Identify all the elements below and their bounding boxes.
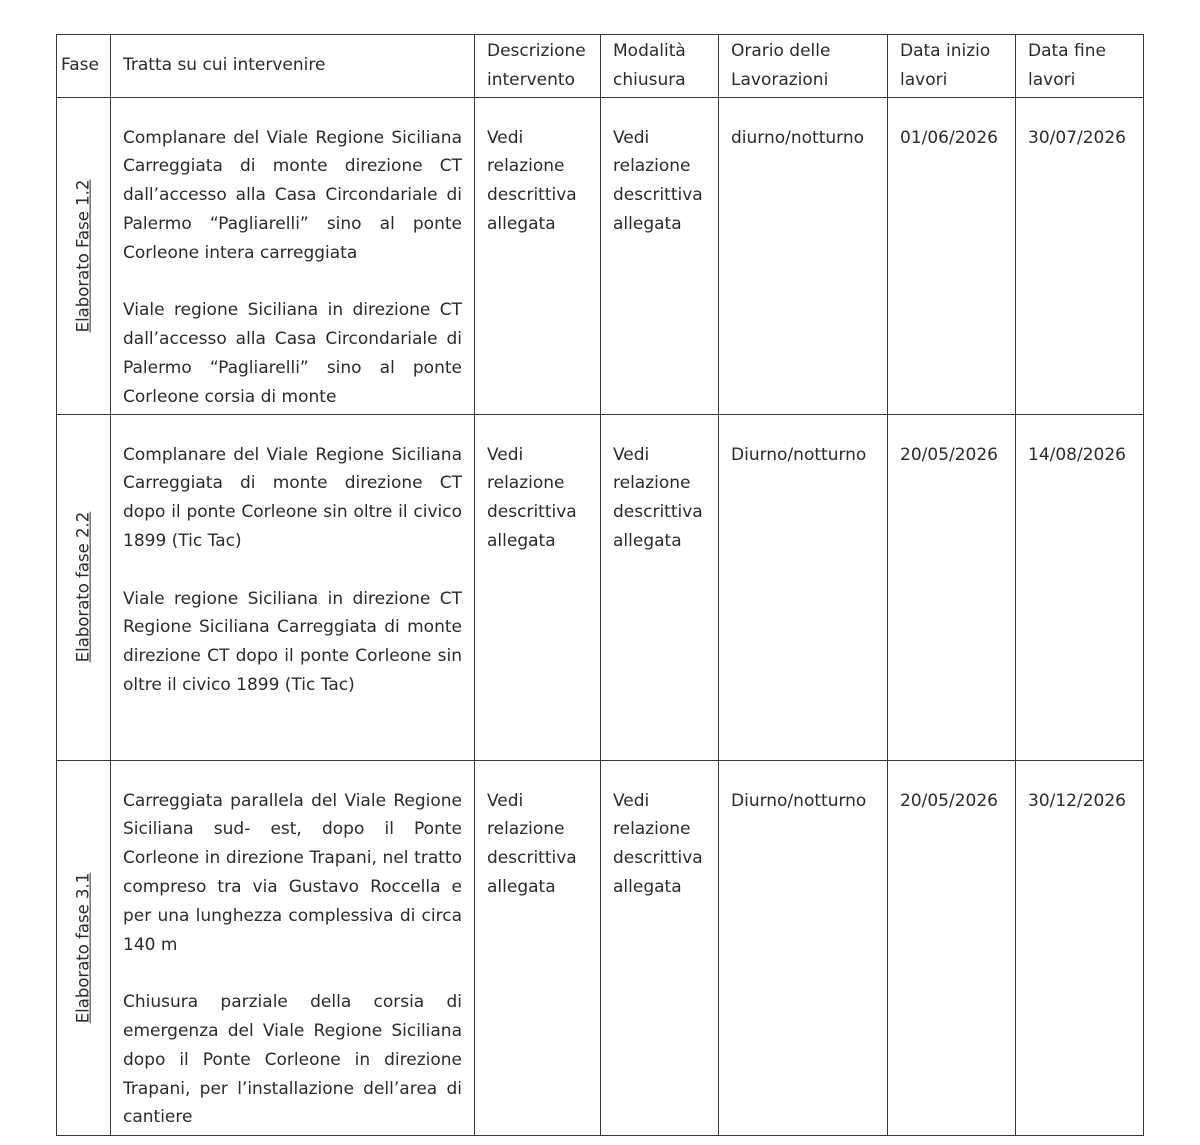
header-fase: Fase [57, 35, 111, 98]
descrizione-line: relazione [487, 473, 565, 494]
tratta-cell [111, 760, 475, 1135]
data-inizio-cell: 01/06/2026 [888, 97, 1016, 414]
table-row [57, 414, 1144, 760]
modalita-cell [601, 414, 719, 760]
modalita-line: allegata [613, 876, 682, 897]
modalita-line: relazione [613, 819, 691, 840]
descrizione-cell [475, 97, 601, 414]
header-descrizione-line: intervento [487, 69, 575, 90]
descrizione-line: descrittiva [487, 502, 577, 523]
header-row [57, 35, 1144, 98]
modalita-cell [601, 760, 719, 1135]
modalita-line: descrittiva [613, 185, 703, 206]
header-tratta: Tratta su cui intervenire [111, 35, 475, 98]
header-modalita-line: Modalità [613, 41, 686, 61]
modalita-line: Vedi [613, 790, 650, 811]
descrizione-line: Vedi [487, 444, 524, 465]
descrizione-line: allegata [487, 876, 556, 897]
descrizione-line: descrittiva [487, 848, 577, 869]
modalita-line: allegata [613, 213, 682, 234]
table-row [57, 760, 1144, 1135]
header-orario-line: Orario delle [731, 41, 831, 61]
table-row [57, 97, 1144, 414]
data-inizio-cell: 20/05/2026 [888, 760, 1016, 1135]
fase-label: Elaborato fase 3.1 [73, 872, 93, 1023]
data-fine-cell: 30/07/2026 [1016, 97, 1144, 414]
header-modalita [601, 35, 719, 98]
phases-table [56, 34, 1144, 1136]
tratta-paragraph: Chiusura parziale della corsia di emergenza del Viale Regione Siciliana dopo il Ponte Corleone in direzione Trapani, per l’installazione dell’area di cantiere [123, 992, 462, 1128]
header-data-inizio-line: Data inizio [900, 41, 991, 61]
modalita-line: descrittiva [613, 502, 703, 523]
modalita-line: allegata [613, 530, 682, 551]
descrizione-line: Vedi [487, 790, 524, 811]
descrizione-line: allegata [487, 530, 556, 551]
tratta-paragraph: Complanare del Viale Regione Siciliana Carreggiata di monte direzione CT dall’accesso alla Casa Circondariale di Palermo “Pagliarelli” sino al ponte Corleone intera carreggiata [123, 127, 462, 263]
data-fine-cell: 14/08/2026 [1016, 414, 1144, 760]
header-data-fine-line: lavori [1028, 69, 1076, 90]
tratta-cell [111, 414, 475, 760]
modalita-line: Vedi [613, 444, 650, 465]
descrizione-cell [475, 760, 601, 1135]
modalita-line: relazione [613, 473, 691, 494]
descrizione-line: relazione [487, 819, 565, 840]
descrizione-line: allegata [487, 213, 556, 234]
modalita-line: descrittiva [613, 848, 703, 869]
fase-label: Elaborato Fase 1.2 [73, 179, 93, 332]
header-descrizione [475, 35, 601, 98]
orario-cell: Diurno/notturno [719, 414, 888, 760]
header-data-inizio-line: lavori [900, 69, 948, 90]
data-inizio-cell: 20/05/2026 [888, 414, 1016, 760]
fase-cell [57, 97, 111, 414]
tratta-paragraph: Viale regione Siciliana in direzione CT dall’accesso alla Casa Circondariale di Palermo “Pagliarelli” sino al ponte Corleone corsia di monte [123, 300, 462, 407]
descrizione-cell [475, 414, 601, 760]
descrizione-line: relazione [487, 156, 565, 177]
fase-cell [57, 760, 111, 1135]
modalita-cell [601, 97, 719, 414]
descrizione-line: Vedi [487, 127, 524, 148]
fase-cell [57, 414, 111, 760]
header-orario [719, 35, 888, 98]
fase-label: Elaborato fase 2.2 [73, 511, 93, 663]
header-data-inizio [888, 35, 1016, 98]
header-data-fine [1016, 35, 1144, 98]
modalita-line: Vedi [613, 127, 650, 148]
tratta-cell [111, 97, 475, 414]
orario-cell: diurno/notturno [719, 97, 888, 414]
tratta-paragraph: Viale regione Siciliana in direzione CT Regione Siciliana Carreggiata di monte direzione CT dopo il ponte Corleone sin oltre il civico 1899 (Tic Tac) [123, 588, 462, 695]
data-fine-cell: 30/12/2026 [1016, 760, 1144, 1135]
header-modalita-line: chiusura [613, 69, 686, 90]
header-orario-line: Lavorazioni [731, 69, 829, 90]
tratta-paragraph: Complanare del Viale Regione Siciliana Carreggiata di monte direzione CT dopo il ponte Corleone sin oltre il civico 1899 (Tic Tac) [123, 444, 462, 551]
header-descrizione-line: Descrizione [487, 41, 586, 61]
descrizione-line: descrittiva [487, 185, 577, 206]
modalita-line: relazione [613, 156, 691, 177]
orario-cell: Diurno/notturno [719, 760, 888, 1135]
tratta-paragraph: Carreggiata parallela del Viale Regione Siciliana sud- est, dopo il Ponte Corleone in direzione Trapani, nel tratto compreso tra via Gustavo Roccella e per una lunghezza complessiva di circa 140 m [123, 790, 462, 955]
header-data-fine-line: Data fine [1028, 41, 1106, 61]
